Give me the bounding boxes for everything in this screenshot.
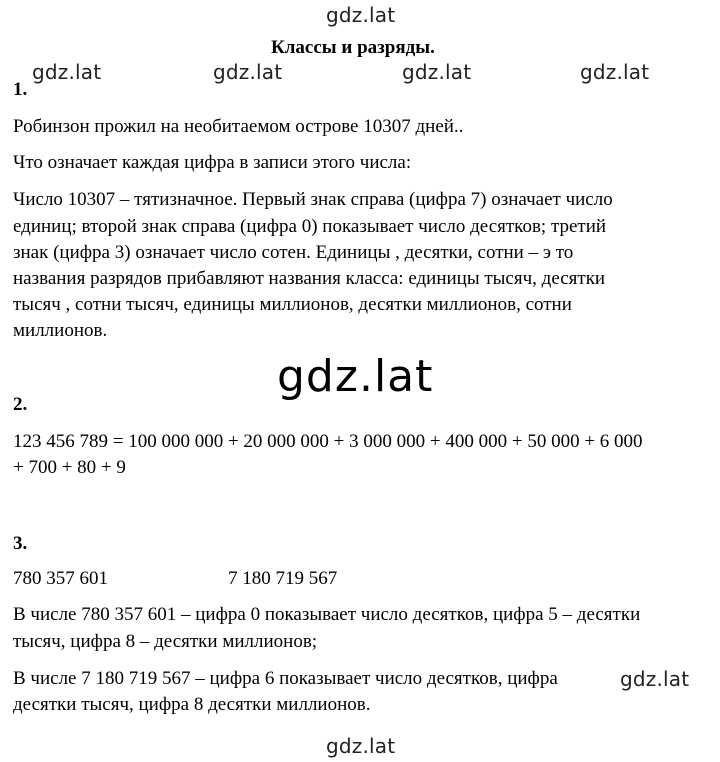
section-3-number: 3. [13,533,28,554]
section-1-line-1: Робинзон прожил на необитаемом острове 10307 дней.. [13,116,464,137]
section-1-para-line-6: миллионов. [13,320,108,341]
watermark-row-4: gdz.lat [580,60,650,84]
section-2-line-1: 123 456 789 = 100 000 000 + 20 000 000 + 3 000 000 + 400 000 + 50 000 + 6 000 [13,431,643,452]
section-1-para-line-4: названия разрядов прибавляют названия класса: единицы тысяч, десятки [13,268,606,289]
section-2-number: 2. [13,394,28,415]
section-3-number-a: 780 357 601 [13,568,108,589]
watermark-top: gdz.lat [326,3,396,27]
watermark-row-1: gdz.lat [32,60,102,84]
watermark-inline: gdz.lat [620,667,690,691]
section-1-line-2: Что означает каждая цифра в записи этого числа: [13,152,412,173]
watermark-bottom: gdz.lat [326,734,396,758]
section-3-number-b: 7 180 719 567 [228,568,338,589]
watermark-large: gdz.lat [277,351,434,402]
section-3-para-a-line-2: тысяч, цифра 8 – десятки миллионов; [13,631,318,652]
section-3-para-b-line-1: В числе 7 180 719 567 – цифра 6 показывает число десятков, цифра [13,668,558,689]
section-2-line-2: + 700 + 80 + 9 [13,457,126,478]
section-3-para-b-line-2: десятки тысяч, цифра 8 десятки миллионов. [13,694,371,715]
section-1-para-line-5: тысяч , сотни тысяч, единицы миллионов, десятки миллионов, сотни [13,294,572,315]
watermark-row-2: gdz.lat [213,60,283,84]
watermark-row-3: gdz.lat [402,60,472,84]
section-1-number: 1. [13,79,28,100]
section-3-para-a-line-1: В числе 780 357 601 – цифра 0 показывает число десятков, цифра 5 – десятки [13,604,641,625]
section-1-para-line-1: Число 10307 – тятизначное. Первый знак справа (цифра 7) означает число [13,189,613,210]
section-1-para-line-3: знак (цифра 3) означает число сотен. Единицы , десятки, сотни – э то [13,242,574,263]
section-1-para-line-2: единиц; второй знак справа (цифра 0) показывает число десятков; третий [13,216,607,237]
page-title: Классы и разряды. [271,37,435,58]
